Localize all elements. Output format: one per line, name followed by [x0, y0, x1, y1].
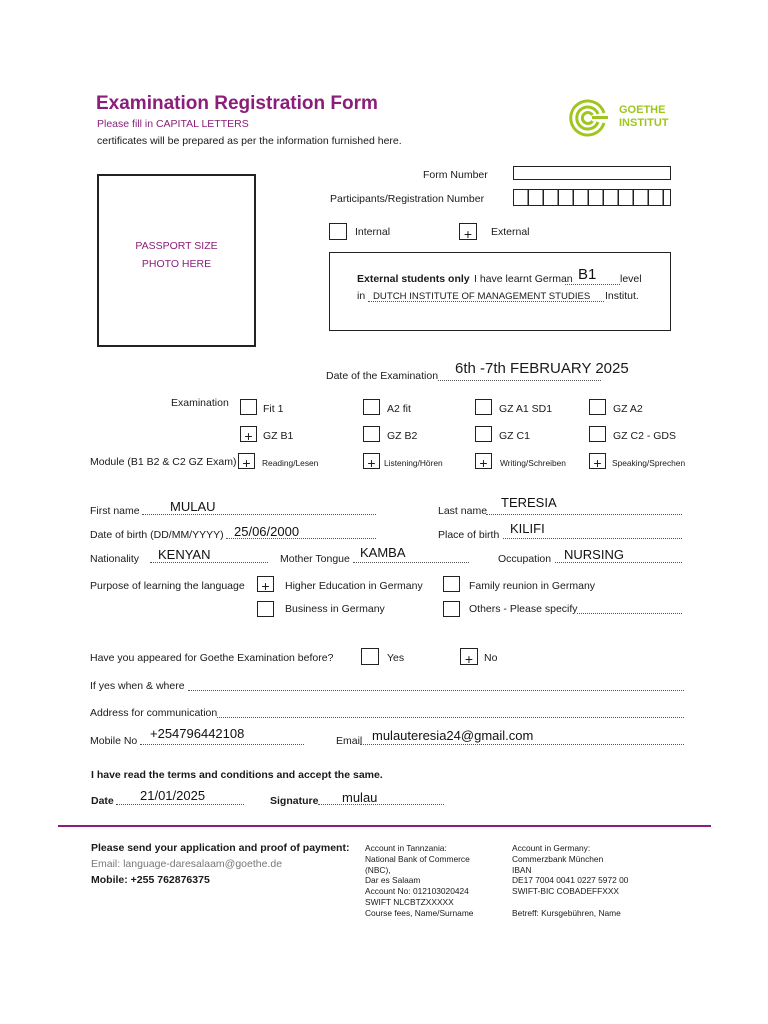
- exam-date-dots: [438, 380, 601, 381]
- pob-dots: [503, 538, 682, 539]
- purpose-others-label: Others - Please specify: [469, 603, 578, 615]
- level-dots: [565, 284, 620, 285]
- module-reading-label: Reading/Lesen: [262, 458, 319, 468]
- purpose-label: Purpose of learning the language: [90, 580, 245, 592]
- internal-label: Internal: [355, 226, 391, 238]
- exam-a2fit-checkbox[interactable]: [363, 399, 380, 415]
- tanzania-line: (NBC),: [365, 864, 391, 875]
- exam-gzc2-label: GZ C2 - GDS: [613, 430, 677, 442]
- exam-date-label: Date of the Examination: [326, 370, 439, 382]
- external-checkbox[interactable]: [459, 223, 477, 240]
- germany-line: IBAN: [512, 864, 532, 875]
- external-text2: level: [620, 273, 642, 285]
- module-writing-checkbox[interactable]: +: [475, 453, 492, 469]
- purpose-higher-ed-checkbox[interactable]: +: [257, 576, 274, 592]
- external-text3: Institut.: [605, 290, 639, 302]
- external-text1: I have learnt German: [474, 273, 573, 285]
- module-listening-label: Listening/Hören: [384, 458, 443, 468]
- footer-mobile: Mobile: +255 762876375: [91, 874, 210, 886]
- purpose-others-dots: [577, 613, 682, 614]
- nationality-value[interactable]: KENYAN: [158, 547, 211, 562]
- form-subtitle: Please fill in CAPITAL LETTERS: [97, 118, 249, 130]
- registration-number-field[interactable]: [513, 189, 671, 206]
- purpose-higher-ed-label: Higher Education in Germany: [285, 580, 423, 592]
- tanzania-account: [365, 843, 473, 919]
- goethe-logo-icon: [566, 95, 612, 141]
- last-name-label: Last name: [438, 505, 488, 517]
- registration-number-label: Participants/Registration Number: [330, 193, 485, 205]
- address-label: Address for communication: [90, 707, 218, 719]
- exam-date-value[interactable]: 6th -7th FEBRUARY 2025: [455, 360, 629, 377]
- exam-fit1-label: Fit 1: [263, 403, 284, 415]
- tanzania-line: Account No: 012103020424: [365, 886, 469, 897]
- date-dots: [116, 804, 244, 805]
- last-name-value[interactable]: TERESIA: [501, 495, 557, 510]
- exam-gzb2-checkbox[interactable]: [363, 426, 380, 442]
- purpose-business-checkbox[interactable]: [257, 601, 274, 617]
- occupation-dots: [555, 562, 682, 563]
- occupation-label: Occupation: [498, 553, 552, 565]
- exam-fit1-checkbox[interactable]: [240, 399, 257, 415]
- tanzania-line: Course fees, Name/Surname: [365, 907, 474, 918]
- exam-gza2-label: GZ A2: [613, 403, 643, 415]
- external-label: External: [491, 226, 530, 238]
- if-yes-dots: [188, 690, 684, 691]
- first-name-dots: [142, 514, 376, 515]
- if-yes-label: If yes when & where: [90, 680, 185, 692]
- external-mark: +: [463, 226, 473, 242]
- purpose-family-label: Family reunion in Germany: [469, 580, 596, 592]
- internal-checkbox[interactable]: [329, 223, 347, 240]
- module-reading-checkbox[interactable]: +: [238, 453, 255, 469]
- nationality-dots: [150, 562, 268, 563]
- email-dots: [360, 744, 684, 745]
- examination-label: Examination: [171, 397, 229, 409]
- footer-send-title: Please send your application and proof of payment:: [91, 842, 350, 854]
- occupation-value[interactable]: NURSING: [564, 547, 624, 562]
- exam-gzc2-checkbox[interactable]: [589, 426, 606, 442]
- tanzania-line: Account in Tannzania:: [365, 843, 447, 853]
- mobile-value[interactable]: +254796442108: [150, 726, 245, 741]
- pob-value[interactable]: KILIFI: [510, 521, 545, 536]
- exam-gzb1-checkbox[interactable]: +: [240, 426, 257, 442]
- level-value[interactable]: B1: [578, 266, 597, 283]
- previous-exam-question: Have you appeared for Goethe Examination before?: [90, 652, 334, 664]
- germany-line: DE17 7004 0041 0227 5972 00: [512, 875, 629, 886]
- module-writing-label: Writing/Schreiben: [500, 458, 566, 468]
- exam-gzb1-label: GZ B1: [263, 430, 294, 442]
- exam-gzc1-label: GZ C1: [499, 430, 530, 442]
- previous-yes-label: Yes: [387, 652, 405, 664]
- module-speaking-checkbox[interactable]: +: [589, 453, 606, 469]
- mobile-label: Mobile No: [90, 735, 138, 747]
- germany-account: [512, 843, 628, 919]
- purpose-family-checkbox[interactable]: [443, 576, 460, 592]
- purpose-others-checkbox[interactable]: [443, 601, 460, 617]
- photo-text-line2: PHOTO HERE: [141, 258, 212, 270]
- tanzania-line: SWIFT NLCBTZXXXXX: [365, 896, 454, 907]
- previous-no-checkbox[interactable]: +: [460, 648, 478, 665]
- form-title: Examination Registration Form: [96, 93, 378, 114]
- email-value[interactable]: mulauteresia24@gmail.com: [372, 728, 534, 743]
- goethe-logo: [566, 95, 686, 145]
- exam-gza2-checkbox[interactable]: [589, 399, 606, 415]
- photo-text-line1: PASSPORT SIZE: [135, 240, 218, 252]
- tanzania-line: Dar es Salaam: [365, 875, 421, 886]
- module-listening-checkbox[interactable]: +: [363, 453, 380, 469]
- previous-yes-checkbox[interactable]: [361, 648, 379, 665]
- external-in-label: in: [357, 290, 366, 302]
- dob-label: Date of birth (DD/MM/YYYY): [90, 529, 224, 541]
- exam-gza1-checkbox[interactable]: [475, 399, 492, 415]
- institute-value[interactable]: DUTCH INSTITUTE OF MANAGEMENT STUDIES: [373, 291, 591, 302]
- exam-gza1-label: GZ A1 SD1: [499, 403, 553, 415]
- first-name-label: First name: [90, 505, 140, 517]
- mother-tongue-value[interactable]: KAMBA: [360, 545, 406, 560]
- form-note: certificates will be prepared as per the information furnished here.: [97, 135, 402, 147]
- previous-no-label: No: [484, 652, 498, 664]
- mobile-dots: [140, 744, 304, 745]
- logo-text-line1: GOETHE: [619, 104, 666, 116]
- date-value[interactable]: 21/01/2025: [140, 788, 206, 803]
- germany-line: Commerzbank München: [512, 853, 604, 864]
- logo-text-line2: INSTITUT: [619, 117, 669, 129]
- mother-tongue-label: Mother Tongue: [280, 553, 350, 565]
- terms-text: I have read the terms and conditions and accept the same.: [91, 769, 383, 781]
- external-prefix: External students only: [357, 273, 470, 285]
- form-number-label: Form Number: [423, 169, 488, 181]
- address-dots: [217, 717, 684, 718]
- germany-line: [512, 897, 628, 908]
- pob-label: Place of birth: [438, 529, 500, 541]
- germany-line: SWIFT-BIC COBADEFFXXX: [512, 886, 620, 897]
- footer-email[interactable]: Email: language-daresalaam@goethe.de: [91, 858, 283, 870]
- last-name-dots: [486, 514, 682, 515]
- form-number-field[interactable]: [513, 166, 671, 180]
- module-speaking-label: Speaking/Sprechen: [612, 458, 686, 468]
- mother-tongue-dots: [353, 562, 469, 563]
- signature-label: Signature: [270, 795, 319, 807]
- module-label: Module (B1 B2 & C2 GZ Exam): [90, 456, 237, 468]
- signature-value[interactable]: mulau: [342, 790, 378, 805]
- germany-line: Account in Germany:: [512, 843, 591, 853]
- purpose-business-label: Business in Germany: [285, 603, 385, 615]
- exam-a2fit-label: A2 fit: [387, 403, 411, 415]
- tanzania-line: National Bank of Commerce: [365, 853, 470, 864]
- email-label: Email: [336, 735, 363, 747]
- nationality-label: Nationality: [90, 553, 140, 565]
- dob-value[interactable]: 25/06/2000: [234, 524, 300, 539]
- exam-gzb2-label: GZ B2: [387, 430, 418, 442]
- footer-divider: [58, 825, 711, 827]
- date-label: Date: [91, 795, 114, 807]
- exam-gzc1-checkbox[interactable]: [475, 426, 492, 442]
- signature-dots: [318, 804, 444, 805]
- passport-photo-box[interactable]: [97, 174, 256, 347]
- first-name-value[interactable]: MULAU: [170, 499, 216, 514]
- germany-line: Betreff: Kursgebühren, Name: [512, 907, 621, 918]
